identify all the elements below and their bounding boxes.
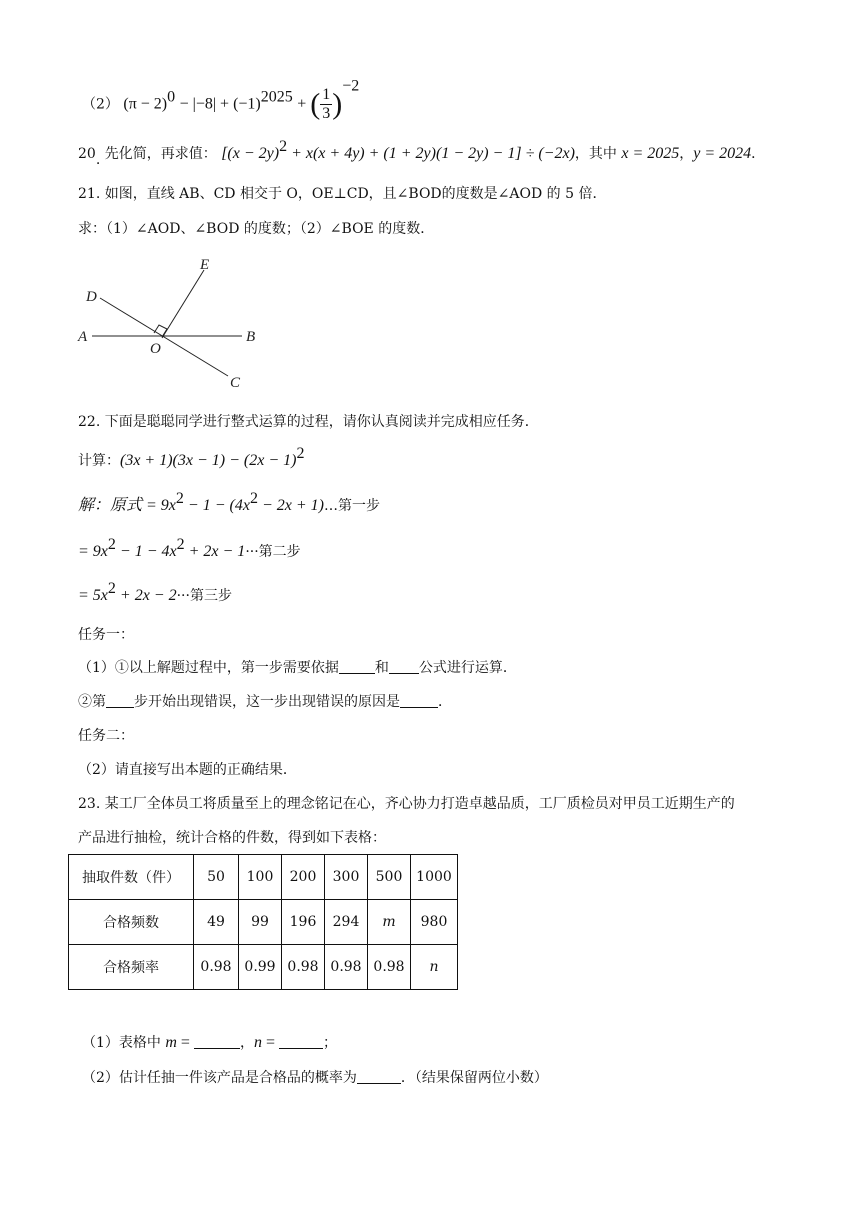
answer-blank[interactable] xyxy=(106,693,134,708)
table-cell: 0.99 xyxy=(239,945,282,990)
answer-blank[interactable] xyxy=(339,659,375,674)
q22-t1-b: 和 xyxy=(374,660,389,676)
q22-t2: （2）请直接写出本题的正确结果． xyxy=(78,762,297,778)
q22-step3-note: ···第三步 xyxy=(176,588,232,604)
table-cell: 合格频率 xyxy=(69,945,194,990)
q22-sol-mid: − 1 − (4x xyxy=(183,497,250,514)
q19-right-paren: ) xyxy=(332,87,343,121)
label-d: D xyxy=(86,289,97,305)
q20-number: 20 xyxy=(78,146,96,162)
q22-sol-exp2: 2 xyxy=(249,490,258,507)
q23-p1-a: （1）表格中 xyxy=(82,1035,166,1051)
q20-exp: 2 xyxy=(279,138,288,155)
q23-table xyxy=(68,854,458,990)
q19-left-paren: ( xyxy=(310,87,321,121)
q22-s2-exp2: 2 xyxy=(176,536,185,553)
q20-intro: 先化简，再求值： xyxy=(104,146,217,162)
q22-sol-exp1: 2 xyxy=(175,490,184,507)
table-cell: 200 xyxy=(282,855,325,900)
q19-plus: + xyxy=(297,95,311,113)
q22-t1-line1 xyxy=(78,658,517,678)
answer-blank[interactable] xyxy=(194,1034,240,1049)
q23-p1-c: ， xyxy=(239,1035,254,1051)
q22-step1-note: …第一步 xyxy=(323,498,380,514)
q23-p2-a: （2）估计任抽一件该产品是合格品的概率为 xyxy=(82,1070,357,1086)
q19-label: （2） xyxy=(82,96,119,113)
q20-y-value: y = 2024 xyxy=(693,145,752,162)
label-b: B xyxy=(246,329,256,345)
q22-s3-a: = 5x xyxy=(78,587,108,604)
q23-part1 xyxy=(82,1033,337,1053)
q22-sol-end: − 2x + 1) xyxy=(257,497,324,514)
answer-blank[interactable] xyxy=(357,1069,401,1084)
q21-line1: 21. 如图，直线 AB、CD 相交于 O，OE⊥CD，且∠BOD的度数是∠AOD 的 5 倍． xyxy=(78,186,607,202)
q19-exp-a: 0 xyxy=(167,88,176,106)
table-cell: 980 xyxy=(411,900,458,945)
q20-dot: . xyxy=(95,152,101,168)
q23-m: m xyxy=(165,1034,177,1051)
q20-where: ，其中 xyxy=(574,146,622,162)
table-cell: 0.98 xyxy=(368,945,411,990)
label-a: A xyxy=(78,329,88,345)
answer-blank[interactable] xyxy=(400,693,438,708)
table-row xyxy=(69,945,458,990)
q20-line xyxy=(78,138,766,168)
table-cell: 300 xyxy=(325,855,368,900)
q22-calc xyxy=(78,445,305,471)
table-cell: 0.98 xyxy=(325,945,368,990)
q19-exp-c: −2 xyxy=(342,77,360,95)
q22-step2 xyxy=(78,536,301,562)
q23-eq2: = xyxy=(261,1034,279,1051)
q22-step3 xyxy=(78,580,232,606)
table-cell: 0.98 xyxy=(194,945,239,990)
q22-t1-line2 xyxy=(78,692,452,712)
label-e: E xyxy=(200,257,210,273)
table-cell: 49 xyxy=(194,900,239,945)
table-cell: 50 xyxy=(194,855,239,900)
q22-task1: 任务一： xyxy=(78,627,134,643)
q19-frac-num: 1 xyxy=(322,86,331,103)
table-cell: 0.98 xyxy=(282,945,325,990)
q22-t1-e: 步开始出现错误，这一步出现错误的原因是 xyxy=(134,694,400,710)
q22-sol-start: 解：原式 = 9x xyxy=(78,497,176,514)
q22-s3-exp: 2 xyxy=(107,580,116,597)
q22-calc-exp: 2 xyxy=(296,445,305,462)
q23-eq1: = xyxy=(176,1034,194,1051)
table-cell: 100 xyxy=(239,855,282,900)
table-cell: 1000 xyxy=(411,855,458,900)
label-o: O xyxy=(150,341,161,357)
label-c: C xyxy=(230,375,241,391)
q22-t1-d: ②第 xyxy=(78,694,106,710)
q19-exp-b: 2025 xyxy=(260,88,293,106)
q22-t1-c: 公式进行运算． xyxy=(418,660,517,676)
q21-figure xyxy=(70,254,270,394)
q23-p1-e: ； xyxy=(322,1035,337,1051)
q23-n: n xyxy=(253,1034,262,1051)
table-cell: n xyxy=(411,945,458,990)
table-cell: 抽取件数（件） xyxy=(69,855,194,900)
answer-blank[interactable] xyxy=(279,1034,323,1049)
q22-t1-f: ． xyxy=(438,694,452,710)
q23-part2 xyxy=(82,1068,548,1088)
table-cell: 196 xyxy=(282,900,325,945)
table-row xyxy=(69,855,458,900)
q22-s2-c: + 2x − 1 xyxy=(184,543,246,560)
q22-s2-exp1: 2 xyxy=(107,536,116,553)
table-row xyxy=(69,900,458,945)
q22-calc-expr: (3x + 1)(3x − 1) − (2x − 1) xyxy=(120,452,297,469)
q20-end: ． xyxy=(751,146,766,162)
q22-s2-b: − 1 − 4x xyxy=(115,543,177,560)
q19-term-a: (π − 2) xyxy=(123,95,168,113)
q20-expr: [(x − 2y) xyxy=(221,145,280,162)
q23-p2-b: ．（结果保留两位小数） xyxy=(400,1070,548,1086)
q23-line2: 产品进行抽检，统计合格的件数，得到如下表格： xyxy=(78,830,386,846)
q19-frac-den: 3 xyxy=(322,105,331,122)
q20-x-value: x = 2025 xyxy=(621,145,680,162)
q22-task2: 任务二： xyxy=(78,728,134,744)
table-cell: m xyxy=(368,900,411,945)
q19-expression xyxy=(82,77,360,123)
q19-term-b: − |−8| + (−1) xyxy=(179,95,261,113)
q21-line2: 求：（1）∠AOD、∠BOD 的度数；（2）∠BOE 的度数． xyxy=(78,221,435,237)
q22-calc-label: 计算： xyxy=(78,453,120,469)
q22-line1: 22. 下面是聪聪同学进行整式运算的过程，请你认真阅读并完成相应任务． xyxy=(78,414,539,430)
table-cell: 500 xyxy=(368,855,411,900)
answer-blank[interactable] xyxy=(389,659,419,674)
q22-t1-a: （1）①以上解题过程中，第一步需要依据 xyxy=(78,660,339,676)
table-cell: 99 xyxy=(239,900,282,945)
q20-sep: ， xyxy=(679,146,694,162)
q20-expr2: + x(x + 4y) + (1 + 2y)(1 − 2y) − 1] ÷ (−2x) xyxy=(287,145,575,162)
q22-s3-b: + 2x − 2 xyxy=(115,587,177,604)
q22-step2-note: ···第二步 xyxy=(245,544,301,560)
q22-s2-a: = 9x xyxy=(78,543,108,560)
table-cell: 294 xyxy=(325,900,368,945)
q19-fraction xyxy=(320,86,332,123)
table-cell: 合格频数 xyxy=(69,900,194,945)
line-dc xyxy=(100,298,228,376)
ray-oe xyxy=(162,270,204,338)
q23-line1: 23. 某工厂全体员工将质量至上的理念铭记在心，齐心协力打造卓越品质，工厂质检员对甲员工近期生产的 xyxy=(78,796,735,812)
q22-step1 xyxy=(78,490,380,516)
